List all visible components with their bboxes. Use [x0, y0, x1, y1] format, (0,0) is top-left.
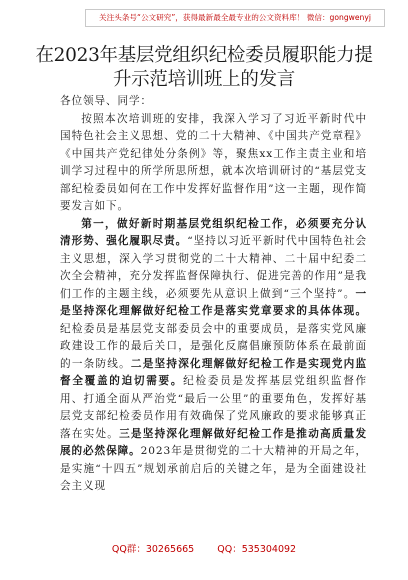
document-body: [60, 93, 367, 496]
footer-contact: [0, 541, 408, 555]
document-title: [20, 44, 388, 92]
footer-qq: QQ：535304092: [217, 544, 297, 555]
salutation: 各位领导、同学：: [60, 95, 152, 107]
section-1-text: “坚持以习近平新时代中国特色社会主义思想，深入学习贯彻党的二十大精神、二十届中纪委二次全会精神，充分发挥监督保障执行、促进完善的作用”是我们工作的主题主线，必须要先从意识上做到“三个坚持”。: [60, 235, 367, 300]
point-3-text: 2023年是贯彻党的二十大精神的开局之年，是实施“十四五”规划承前启后的关键之年，是为全面建设社会主义现: [60, 445, 367, 492]
point-2-heading: 二是坚持深化理解做好纪检工作是实现党内监督全覆盖的迫切需要。: [60, 357, 367, 387]
intro-paragraph: 按照本次培训班的安排，我深入学习了习近平新时代中国特色社会主义思想、党的二十大精神、《中国共产党章程》《中国共产党纪律处分条例》等，聚焦xx工作主责主业和培训学习过程中的所学所思所想，就本次培训研讨的“基层党支部纪检委员如何在工作中发挥好监督作用”这一主题，现作简要发言如下。: [60, 112, 367, 212]
point-1-text: 纪检委员是基层党支部委员会中的重要成员，是落实党风廉政建设工作的最后关口，是强化反腐倡廉预防体系在最前面的一条防线。: [60, 322, 367, 370]
section-1-heading: 第一，做好新时期基层党组织纪检工作，必须要充分认清形势、强化履职尽责。: [60, 217, 367, 247]
top-banner: 关注头条号“公文研究”，获得最新最全最专业的公文资料库！ 微信：gongwenyj: [85, 9, 385, 27]
point-2-text: 纪检委员是发挥基层党组织监督作用、打通全面从严治党“最后一公里”的重要角色，发挥好基层党支部纪检委员作用有效确保了党风廉政的要求能够真正落在实处。: [60, 375, 368, 440]
section-1-paragraph: [60, 216, 367, 496]
point-3-heading: 三是坚持深化理解做好纪检工作是推动高质量发展的必然保障。: [60, 427, 368, 457]
footer-qq-group: QQ群：30265665: [111, 544, 195, 555]
title-line: 升示范培训班上的发言: [112, 69, 295, 90]
point-1-heading: 一是坚持深化理解做好纪检工作是落实党章要求的具体体现。: [60, 287, 367, 317]
title-line: 在2023年基层党组织纪检委员履职能力提: [35, 45, 373, 66]
